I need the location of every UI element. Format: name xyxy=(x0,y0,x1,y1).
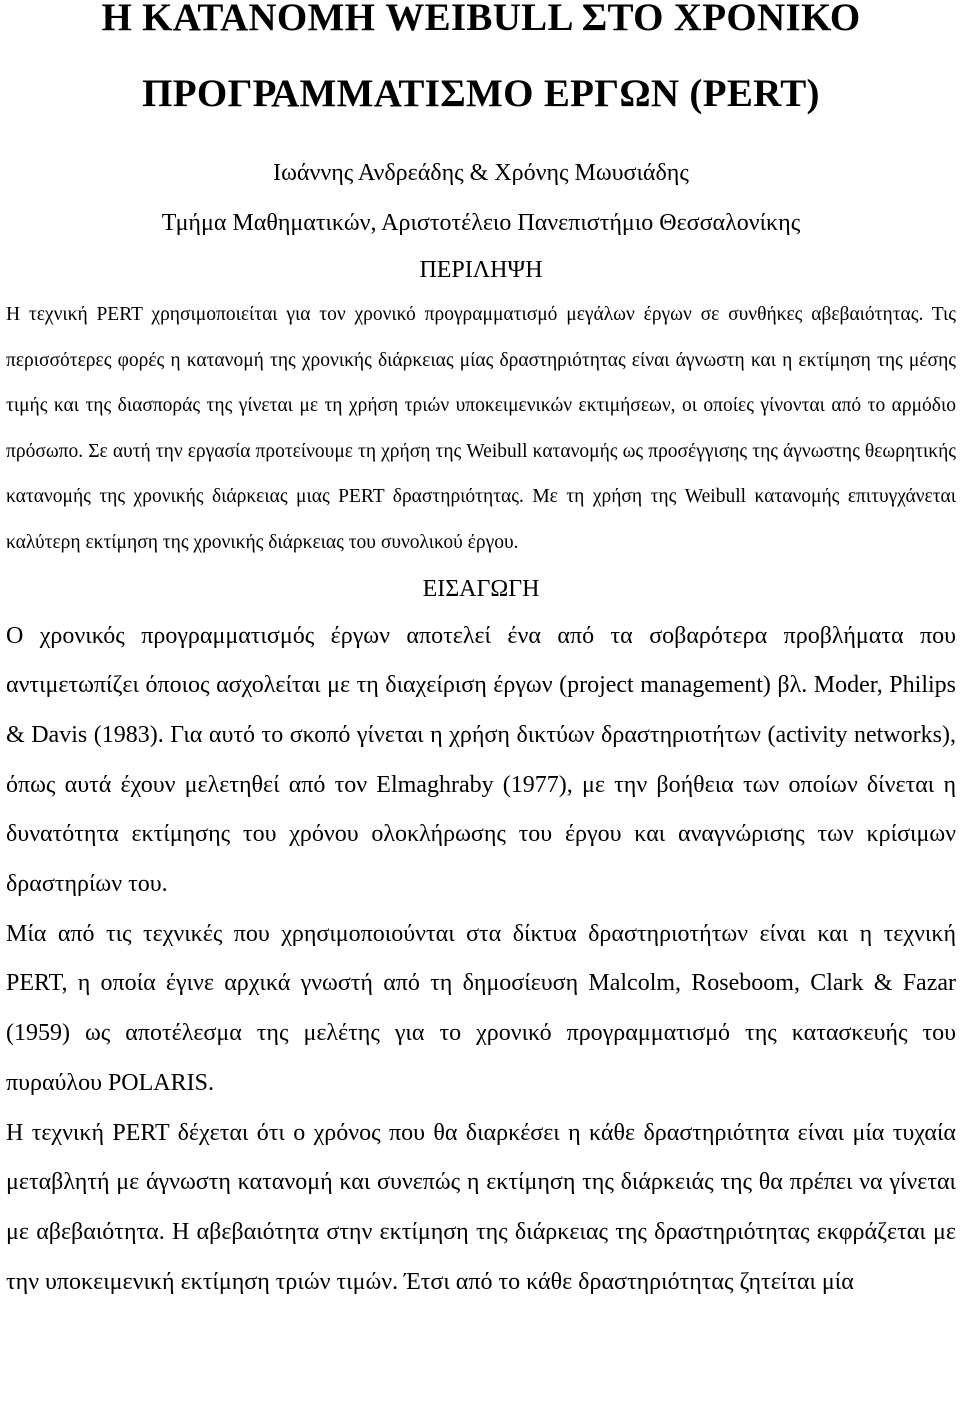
paper-title: Η ΚΑΤΑΝΟΜΗ WEIBULL ΣΤΟ ΧΡΟΝΙΚΟ ΠΡΟΓΡΑΜΜΑΤΙΣΜΟ ΕΡΓΩΝ (PERT) xyxy=(101,0,861,115)
introduction-paragraph-1: Ο χρονικός προγραμματισμός έργων αποτελεί ένα από τα σοβαρότερα προβλήματα που αντιμετωπίζει όποιος ασχολείται με τη διαχείριση έργων (project management) βλ. Moder, Philips & Davis (1983). Για αυτό το σκοπό γίνεται η χρήση δικτύων δραστηριοτήτων (activity networks), όπως αυτά έχουν μελετηθεί από τον Elmaghraby (1977), με την βοήθεια των οποίων δίνεται η δυνατότητα εκτίμησης του χρόνου ολοκλήρωσης του έργου και αναγνώρισης των κρίσιμων δραστηρίων του. xyxy=(6,622,956,898)
abstract-text: Η τεχνική PERT χρησιμοποιείται για τον χρονικό προγραμματισμό μεγάλων έργων σε συνθήκες αβεβαιότητας. Τις περισσότερες φορές η κατανομή της χρονικής διάρκειας μίας δραστηριότητας είναι άγνωστη και η εκτίμηση της μέσης τιμής και της διασποράς της γίνεται με τη χρήση τριών υποκειμενικών εκτιμήσεων, οι οποίες γίνονται από το αρμόδιο πρόσωπο. Σε αυτή την εργασία προτείνουμε τη χρήση της Weibull κατανομής ως προσέγγισης της άγνωστης θεωρητικής κατανομής της χρονικής διάρκειας μιας PERT δραστηριότητας. Με τη χρήση της Weibull κατανομής επιτυγχάνεται καλύτερη εκτίμηση της χρονικής διάρκειας του συνολικού έργου. xyxy=(6,304,956,553)
paper-affiliation: Τμήμα Μαθηματικών, Αριστοτέλειο Πανεπιστήμιο Θεσσαλονίκης xyxy=(161,210,801,236)
introduction-paragraph-3: Η τεχνική PERT δέχεται ότι ο χρόνος που θα διαρκέσει η κάθε δραστηριότητα είναι μία τυχαία μεταβλητή με άγνωστη κατανομή και συνεπώς η εκτίμηση της διάρκειάς της θα πρέπει να γίνεται με αβεβαιότητα. Η αβεβαιότητα στην εκτίμηση της διάρκειας της δραστηριότητας εκφράζεται με την υποκειμενική εκτίμηση τριών τιμών. Έτσι από το κάθε δραστηριότητας ζητείται μία xyxy=(6,1119,956,1295)
abstract-heading: ΠΕΡΙΛΗΨΗ xyxy=(419,257,543,283)
paper-authors: Ιωάννης Ανδρεάδης & Χρόνης Μωυσιάδης xyxy=(273,160,689,186)
introduction-heading: ΕΙΣΑΓΩΓΗ xyxy=(422,575,540,602)
introduction-paragraph-2: Μία από τις τεχνικές που χρησιμοποιούνται στα δίκτυα δραστηριοτήτων είναι και η τεχνική PERT, η οποία έγινε αρχικά γνωστή από τη δημοσίευση Malcolm, Roseboom, Clark & Fazar (1959) ως αποτέλεσμα της μελέτης για το χρονικό προγραμματισμό της κατασκευής του πυραύλου POLARIS. xyxy=(6,920,956,1096)
